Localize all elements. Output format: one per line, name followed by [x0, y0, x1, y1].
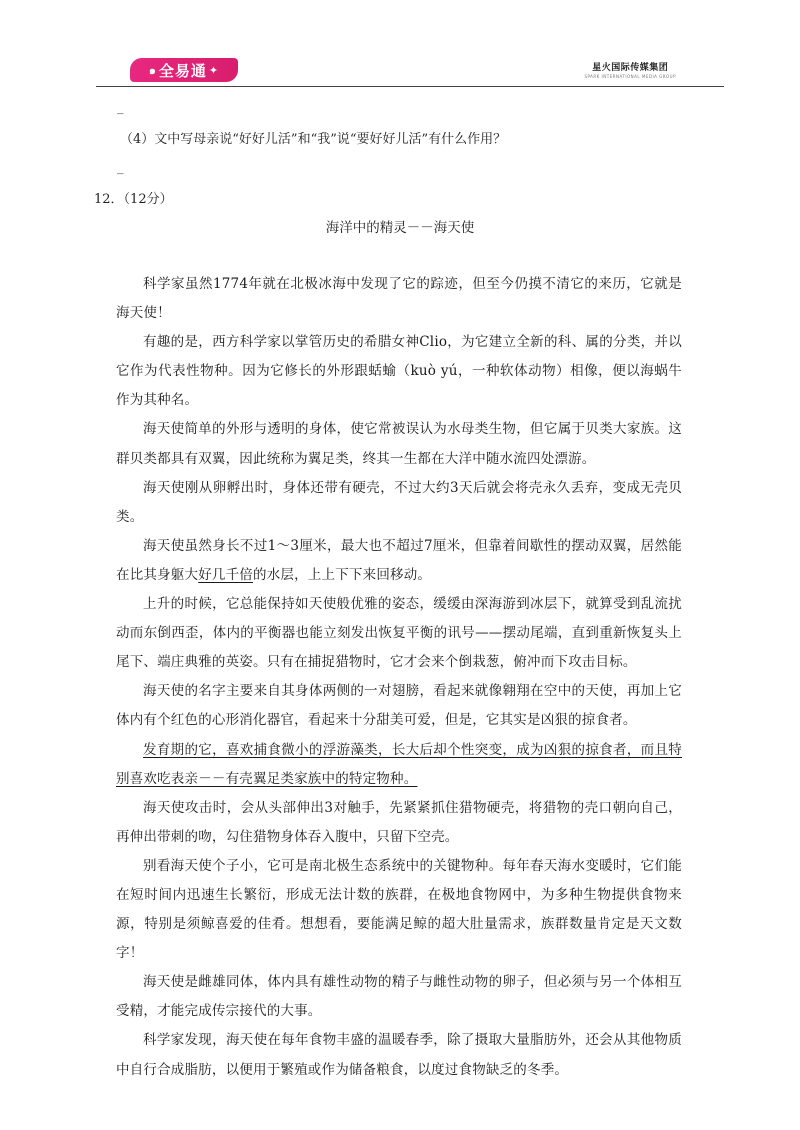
- underlined-phrase: 好几千倍: [198, 566, 254, 583]
- paragraph-text: 的水层，上上下下来回移动。: [253, 566, 432, 583]
- answer-blank: _: [117, 160, 124, 175]
- article-title: 海洋中的精灵－－海天使: [325, 220, 475, 236]
- brand-logo: [130, 58, 238, 82]
- paragraph: [116, 532, 682, 590]
- publisher-name: 星火国际传媒集团: [592, 63, 669, 73]
- logo-text: 全易通: [158, 61, 207, 80]
- paragraph: 海天使简单的外形与透明的身体，使它常被误认为水母类生物，但它属于贝类大家族。这群贝类都具有双翼，因此统称为翼足类，终其一生都在大洋中随水流四处漂游。: [116, 421, 682, 467]
- paragraph: 海天使刚从卵孵出时，身体还带有硬壳，不过大约3天后就会将壳永久丢弃，变成无壳贝类。: [116, 479, 682, 525]
- header-divider: [96, 86, 724, 87]
- paragraph: 海天使是雌雄同体，体内具有雄性动物的精子与雌性动物的卵子，但必须与另一个体相互受精，才能完成传宗接代的大事。: [116, 974, 682, 1020]
- question-4: （4）文中写母亲说“好好儿活”和“我”说“要好好儿活”有什么作用？: [120, 132, 507, 147]
- paragraph-text: 海天使虽然身长不过1～3厘米，最大也不超过7厘米，但靠着间歇性的摆动双翼，居然能在比其身躯大: [116, 537, 682, 583]
- underlined-paragraph: 发育期的它，喜欢捕食微小的浮游藻类，长大后却个性突变，成为凶狠的掠食者，而且特别喜欢吃表亲－－有壳翼足类家族中的特定物种。: [116, 741, 682, 787]
- paragraph: 科学家发现，海天使在每年食物丰盛的温暖春季，除了摄取大量脂肪外，还会从其他物质中自行合成脂肪，以便用于繁殖或作为储备粮食，以度过食物缺乏的冬季。: [116, 1032, 682, 1078]
- article-body: [116, 270, 682, 1085]
- paragraph: 别看海天使个子小，它可是南北极生态系统中的关键物种。每年春天海水变暖时，它们能在短时间内迅速生长繁衍，形成无法计数的族群，在极地食物网中，为多种生物提供食物来源，特别是须鲸喜爱的佳肴。想想看，要能满足鲸的超大肚量需求，族群数量肯定是天文数字！: [116, 857, 682, 962]
- swirl-icon: ๑: [148, 64, 157, 77]
- sparkle-icon: ✦: [208, 63, 220, 77]
- paragraph: 海天使攻击时，会从头部伸出3对触手，先紧紧抓住猎物硬壳，将猎物的壳口朝向自己，再伸出带刺的吻，勾住猎物身体吞入腹中，只留下空壳。: [116, 799, 682, 845]
- page-header: [96, 56, 724, 86]
- question-12-heading: 12．（12分）: [94, 192, 173, 207]
- paragraph: 有趣的是，西方科学家以掌管历史的希腊女神Clio，为它建立全新的科、属的分类，并以它作为代表性物种。因为它修长的外形跟蛞蝓（kuò yú，一种软体动物）相像，便以海蜗牛作为其种名。: [116, 334, 682, 409]
- answer-blank: _: [117, 100, 124, 115]
- paragraph: 海天使的名字主要来自其身体两侧的一对翅膀，看起来就像翱翔在空中的天使，再加上它体内有个红色的心形消化器官，看起来十分甜美可爱，但是，它其实是凶狠的掠食者。: [116, 683, 682, 729]
- publisher-name-en: SPARK INTERNATIONAL MEDIA GROUP: [584, 74, 676, 79]
- paragraph: 科学家虽然1774年就在北极冰海中发现了它的踪迹，但至今仍摸不清它的来历，它就是海天使！: [116, 276, 682, 322]
- publisher-brand: [584, 60, 676, 79]
- paragraph: 上升的时候，它总能保持如天使般优雅的姿态，缓缓由深海游到冰层下，就算受到乱流扰动而东倒西歪，体内的平衡器也能立刻发出恢复平衡的讯号——摆动尾端，直到重新恢复头上尾下、端庄典雅的英姿。只有在捕捉猎物时，它才会来个倒栽葱，俯冲而下攻击目标。: [116, 596, 682, 671]
